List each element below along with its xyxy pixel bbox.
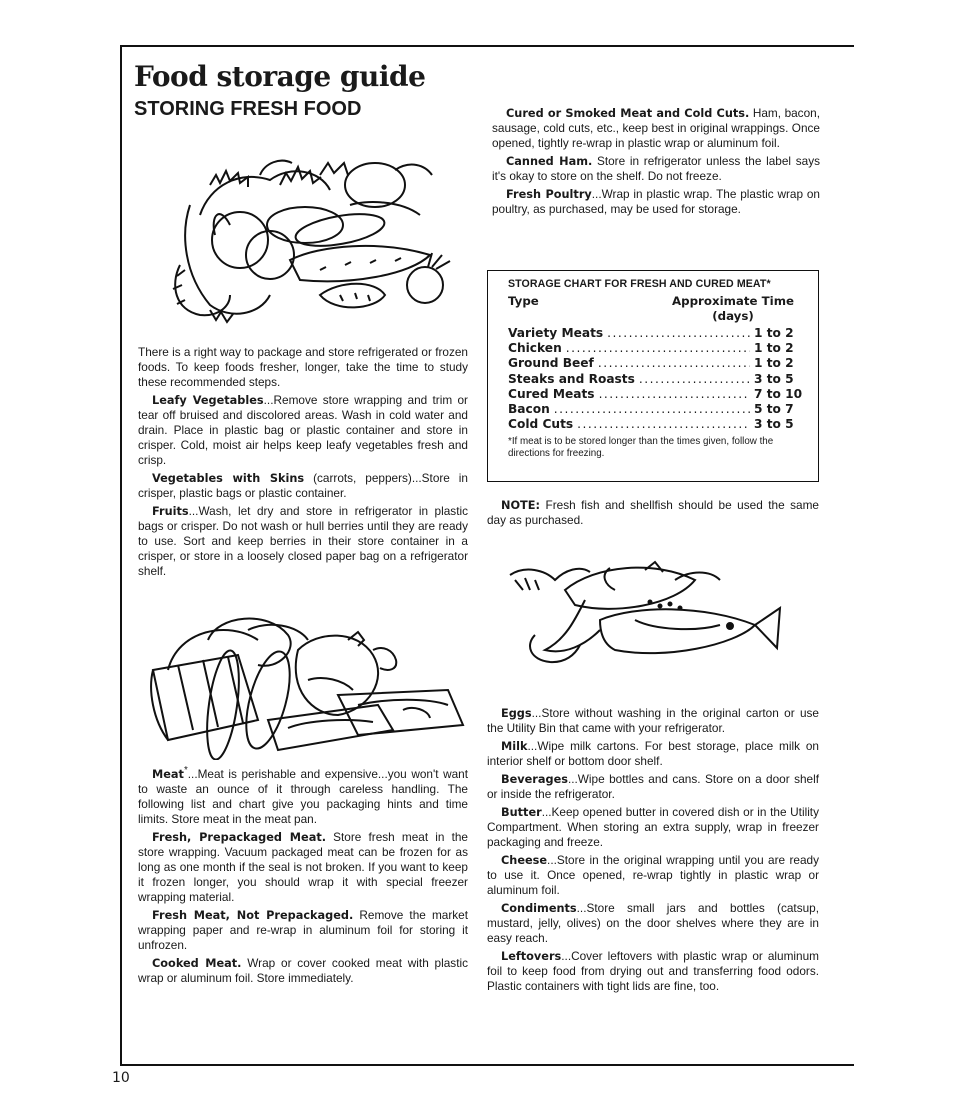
fresh-meat-not-prepackaged-paragraph [138, 908, 468, 953]
chart-row [508, 341, 794, 356]
note-section [487, 498, 819, 531]
fresh-prepackaged-meat-text: Store fresh meat in the store wrapping. Vacuum packaged meat can be frozen for as long as one month if the seal is not broken. If you want to keep it frozen longer, you should wrap it with special freezer wrapping material. [138, 829, 468, 904]
leader-dots [598, 356, 750, 371]
fresh-prepackaged-meat-label: Fresh, Prepackaged Meat. [152, 830, 327, 844]
butter-paragraph [487, 805, 819, 850]
fresh-poultry-label: Fresh Poultry [506, 188, 592, 201]
fruits-text: ...Wash, let dry and store in refrigerator in plastic bags or crisper. Do not wash or hull berries until they are ready to use. Sort and keep berries in their store container in a crisper, or store in a loosely closed paper bag on a refrigerator shelf. [138, 504, 468, 578]
milk-paragraph [487, 739, 819, 769]
fresh-poultry-paragraph [492, 187, 820, 217]
meat-paragraph [138, 763, 468, 827]
section-subtitle: STORING FRESH FOOD [134, 98, 362, 120]
vegetables-with-skins-paragraph [138, 471, 468, 501]
butter-text: ...Keep opened butter in covered dish or in the Utility Compartment. When storing an extra supply, wrap in freezer packaging and freeze. [487, 805, 819, 849]
leftovers-text: ...Cover leftovers with plastic wrap or aluminum foil to keep food from drying out and transferring food odors. Plastic containers with tight lids are fine, too. [487, 949, 819, 993]
leader-dots [607, 326, 750, 341]
chart-row-type: Variety Meats [508, 326, 604, 340]
cheese-paragraph [487, 853, 819, 898]
leader-dots [599, 387, 750, 402]
leader-dots [566, 341, 750, 356]
chart-row-days: 1 to 2 [754, 341, 794, 356]
leftovers-paragraph [487, 949, 819, 994]
page-title: Food storage guide [134, 60, 426, 93]
meat-section [138, 763, 468, 989]
chart-row-type: Cured Meats [508, 386, 595, 401]
cooked-meat-label: Cooked Meat. [152, 956, 242, 970]
chart-row-type: Ground Beef [508, 356, 594, 371]
milk-label: Milk [501, 740, 528, 753]
chart-row-days: 3 to 5 [754, 371, 794, 386]
condiments-text: ...Store small jars and bottles (catsup, mustard, jelly, olives) on the door shelves where they are in easy reach. [487, 901, 819, 945]
fresh-meat-not-prepackaged-text: Remove the market wrapping paper and re-wrap in aluminum foil for storing it unfrozen. [138, 907, 468, 952]
column-header-time-line2: (days) [712, 309, 754, 323]
leftovers-label: Leftovers [501, 950, 562, 963]
intro-paragraph: There is a right way to package and store refrigerated or frozen foods. To keep foods fresher, longer, take the time to study these recommended steps. [138, 345, 468, 389]
fish-illustration [505, 560, 785, 670]
note-paragraph [487, 498, 819, 528]
butter-label: Butter [501, 806, 542, 819]
storage-chart-footnote: *If meat is to be stored longer than the times given, follow the directions for freezing. [508, 436, 774, 460]
beverages-text: ...Wipe bottles and cans. Store on a door shelf or inside the refrigerator. [487, 772, 819, 801]
frame-left-rule [120, 45, 122, 1065]
meat-label: Meat [152, 767, 184, 781]
meat-illustration [148, 610, 468, 760]
storage-chart [487, 270, 819, 482]
cooked-meat-text: Wrap or cover cooked meat with plastic wrap or aluminum foil. Store immediately. [138, 955, 468, 985]
chart-row-days: 3 to 5 [754, 417, 794, 432]
page-number: 10 [112, 1070, 130, 1086]
chart-row-type: Bacon [508, 402, 550, 417]
canned-ham-label: Canned Ham. [506, 155, 593, 168]
eggs-paragraph [487, 706, 819, 736]
fresh-meat-not-prepackaged-label: Fresh Meat, Not Prepackaged. [152, 908, 354, 922]
produce-section [138, 345, 468, 582]
leader-dots [554, 402, 750, 417]
chart-row-days: 1 to 2 [754, 356, 794, 371]
vegetables-illustration [170, 145, 460, 325]
fruits-label: Fruits [152, 505, 189, 518]
column-header-time-line1: Approximate Time [672, 294, 794, 308]
vegetables-with-skins-label: Vegetables with Skins [152, 472, 305, 485]
condiments-paragraph [487, 901, 819, 946]
beverages-paragraph [487, 772, 819, 802]
cured-meat-label: Cured or Smoked Meat and Cold Cuts. [506, 107, 750, 120]
meat-text: ...Meat is perishable and expensive...you won't want to waste an ounce of it through careless handling. The following list and chart give you packaging hints and time limits. Store meat in the meat pan. [138, 766, 468, 826]
cheese-text: ...Store in the original wrapping until you are ready to use it. Once opened, re-wrap tightly in plastic wrap or aluminum foil. [487, 853, 819, 897]
chart-row [508, 417, 794, 432]
meat-footnote-mark: * [183, 765, 188, 776]
column-header-type: Type [508, 294, 539, 308]
note-text: Fresh fish and shellfish should be used the same day as purchased. [487, 498, 819, 527]
leader-dots [577, 417, 750, 432]
leafy-vegetables-text: ...Remove store wrapping and trim or tear off bruised and discolored areas. Wash in cold water and drain. Place in plastic bag or plastic container and store in crisper. Cold, moist air helps keep leafy vegetables fresh and crisp. [138, 393, 468, 467]
fresh-prepackaged-meat-paragraph [138, 830, 468, 905]
chart-row [508, 402, 794, 417]
storage-chart-header [508, 294, 806, 326]
chart-row-days: 1 to 2 [754, 326, 794, 340]
vegetables-with-skins-text: (carrots, peppers)...Store in crisper, plastic bags or plastic container. [138, 471, 468, 500]
eggs-label: Eggs [501, 707, 532, 720]
note-label: NOTE: [501, 499, 540, 512]
leader-dots [639, 372, 750, 387]
chart-row [508, 326, 794, 341]
leafy-vegetables-label: Leafy Vegetables [152, 394, 264, 407]
column-header-time [672, 294, 794, 324]
leafy-vegetables-paragraph [138, 393, 468, 468]
cured-meat-text: Ham, bacon, sausage, cold cuts, etc., keep best in original wrappings. Once opened, tightly re-wrap in plastic wrap or aluminum foil. [492, 106, 820, 150]
cured-meat-paragraph [492, 106, 820, 151]
canned-ham-text: Store in refrigerator unless the label says it's okay to store on the shelf. Do not freeze. [492, 154, 820, 183]
milk-text: ...Wipe milk cartons. For best storage, place milk on interior shelf or bottom door shelf. [487, 739, 819, 768]
frame-top-rule [120, 45, 854, 47]
eggs-text: ...Store without washing in the original carton or use the Utility Bin that came with your refrigerator. [487, 706, 819, 735]
storage-chart-title: STORAGE CHART FOR FRESH AND CURED MEAT* [508, 278, 771, 290]
frame-bottom-rule [120, 1064, 854, 1066]
dairy-section [487, 706, 819, 997]
chart-row-type: Chicken [508, 341, 562, 356]
chart-row-type: Cold Cuts [508, 417, 574, 432]
chart-row-type: Steaks and Roasts [508, 371, 635, 386]
cooked-meat-paragraph [138, 956, 468, 986]
canned-ham-paragraph [492, 154, 820, 184]
chart-row [508, 372, 794, 387]
chart-row [508, 356, 794, 371]
chart-row [508, 386, 803, 402]
fruits-paragraph [138, 504, 468, 579]
condiments-label: Condiments [501, 902, 577, 915]
cheese-label: Cheese [501, 854, 548, 867]
cured-meat-section [492, 106, 820, 220]
fresh-poultry-text: ...Wrap in plastic wrap. The plastic wrap on poultry, as purchased, may be used for storage. [492, 187, 820, 216]
beverages-label: Beverages [501, 773, 568, 786]
chart-row-days: 5 to 7 [754, 402, 794, 417]
chart-row-days: 7 to 10 [754, 386, 803, 401]
